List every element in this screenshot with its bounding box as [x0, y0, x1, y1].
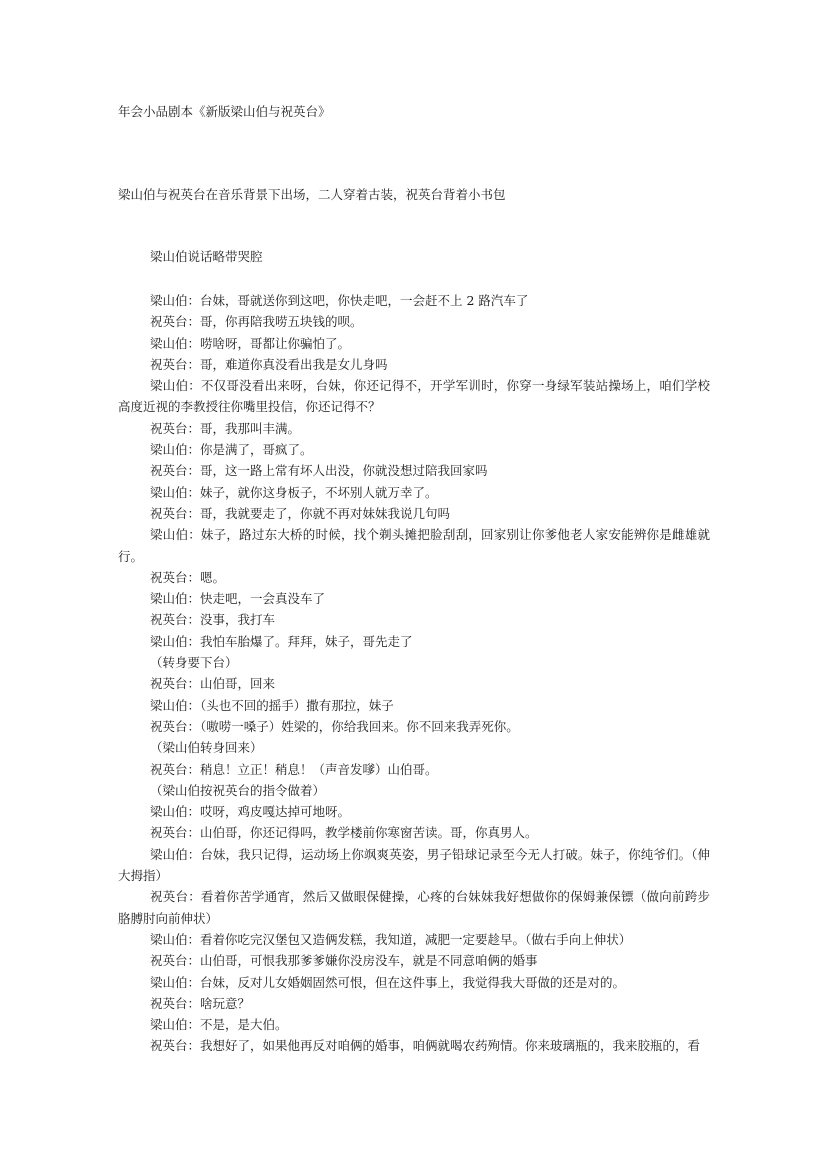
dialogue-line: 梁山伯：你是满了，哥疯了。 — [150, 442, 313, 458]
dialogue-line: 梁山伯：台妹，我只记得，运动场上你飒爽英姿，男子铅球记录至今无人打破。妹子，你纯爷们。（伸大拇指） — [118, 846, 710, 884]
dialogue-line: 祝英台：哥，我就要走了，你就不再对妹妹我说几句吗 — [150, 505, 451, 521]
dialogue-line: 梁山伯：不是，是大伯。 — [150, 1017, 288, 1033]
dialogue-line: 祝英台：稍息！立正！稍息！（声音发嗲）山伯哥。 — [150, 761, 438, 777]
stage-direction: （梁山伯按祝英台的指令做着） — [150, 782, 326, 798]
dialogue-line: 梁山伯：看着你吃完汉堡包又造俩发糕，我知道，减肥一定要趁早。（做右手向上伸状） — [150, 931, 632, 947]
dialogue-line: 梁山伯：不仅哥没看出来呀，台妹，你还记得不，开学军训时，你穿一身绿军装站操场上，咱们学校高度近视的李教授往你嘴里投信，你还记得不？ — [118, 378, 710, 415]
dialogue-line: 梁山伯：台妹，反对儿女婚姻固然可恨，但在这件事上，我觉得我大哥做的还是对的。 — [150, 974, 626, 990]
dialogue-line: 梁山伯：妹子，路过东大桥的时候，找个剃头摊把脸刮刮，回家别让你爹他老人家安能辨你是雌雄就行。 — [118, 527, 710, 564]
dialogue-line: 祝英台：山伯哥，回来 — [150, 676, 276, 692]
dialogue-line: 祝英台：哥，我那叫丰满。 — [150, 420, 301, 436]
stage-direction: （转身要下台） — [150, 655, 238, 671]
dialogue-line: 祝英台：看着你苦学通宵，然后又做眼保健操，心疼的台妹妹我好想做你的保姆兼保镖（做向前跨步胳膊肘向前伸状） — [118, 889, 710, 926]
dialogue-line: 祝英台：（嗷唠一嗓子）姓梁的，你给我回来。你不回来我弄死你。 — [150, 718, 519, 734]
dialogue-line: 祝英台：哥，这一路上常有坏人出没，你就没想过陪我回家吗 — [150, 463, 488, 479]
dialogue-line: 祝英台：山伯哥，可恨我那爹爹嫌你没房没车，就是不同意咱俩的婚事 — [150, 953, 538, 969]
dialogue-line: 祝英台：山伯哥，你还记得吗，教学楼前你寒窗苦读。哥，你真男人。 — [150, 825, 538, 841]
dialogue-line: 梁山伯：我怕车胎爆了。拜拜，妹子，哥先走了 — [150, 633, 413, 649]
script-body — [118, 290, 710, 1057]
dialogue-line: 梁山伯：快走吧，一会真没车了 — [150, 591, 326, 607]
dialogue-line: 梁山伯：唠啥呀，哥都让你骗怕了。 — [150, 335, 351, 351]
dialogue-line: 祝英台：哥，你再陪我唠五块钱的呗。 — [150, 314, 363, 330]
acting-note: 梁山伯说话略带哭腔 — [150, 249, 263, 264]
dialogue-line: 祝英台：哥，难道你真没看出我是女儿身吗 — [150, 356, 388, 372]
dialogue-line: 梁山伯：哎呀，鸡皮嘎达掉可地呀。 — [150, 804, 351, 820]
dialogue-line: 梁山伯：妹子，就你这身板子，不坏别人就万幸了。 — [150, 484, 438, 500]
document-title: 年会小品剧本《新版梁山伯与祝英台》 — [118, 104, 331, 119]
dialogue-line: 祝英台：没事，我打车 — [150, 612, 276, 628]
dialogue-line: 祝英台：啥玩意？ — [150, 995, 251, 1011]
scene-intro: 梁山伯与祝英台在音乐背景下出场，二人穿着古装，祝英台背着小书包 — [118, 187, 506, 202]
dialogue-line: 梁山伯：台妹，哥就送你到这吧，你快走吧，一会赶不上 2 路汽车了 — [150, 293, 529, 308]
dialogue-line: 梁山伯：（头也不回的摇手）撒有那拉，妹子 — [150, 697, 394, 713]
dialogue-line: 祝英台：嗯。 — [150, 569, 226, 585]
stage-direction: （梁山伯转身回来） — [150, 740, 263, 756]
dialogue-line: 祝英台：我想好了，如果他再反对咱俩的婚事，咱俩就喝农药殉情。你来玻璃瓶的，我来胶瓶的，看 — [150, 1038, 701, 1054]
